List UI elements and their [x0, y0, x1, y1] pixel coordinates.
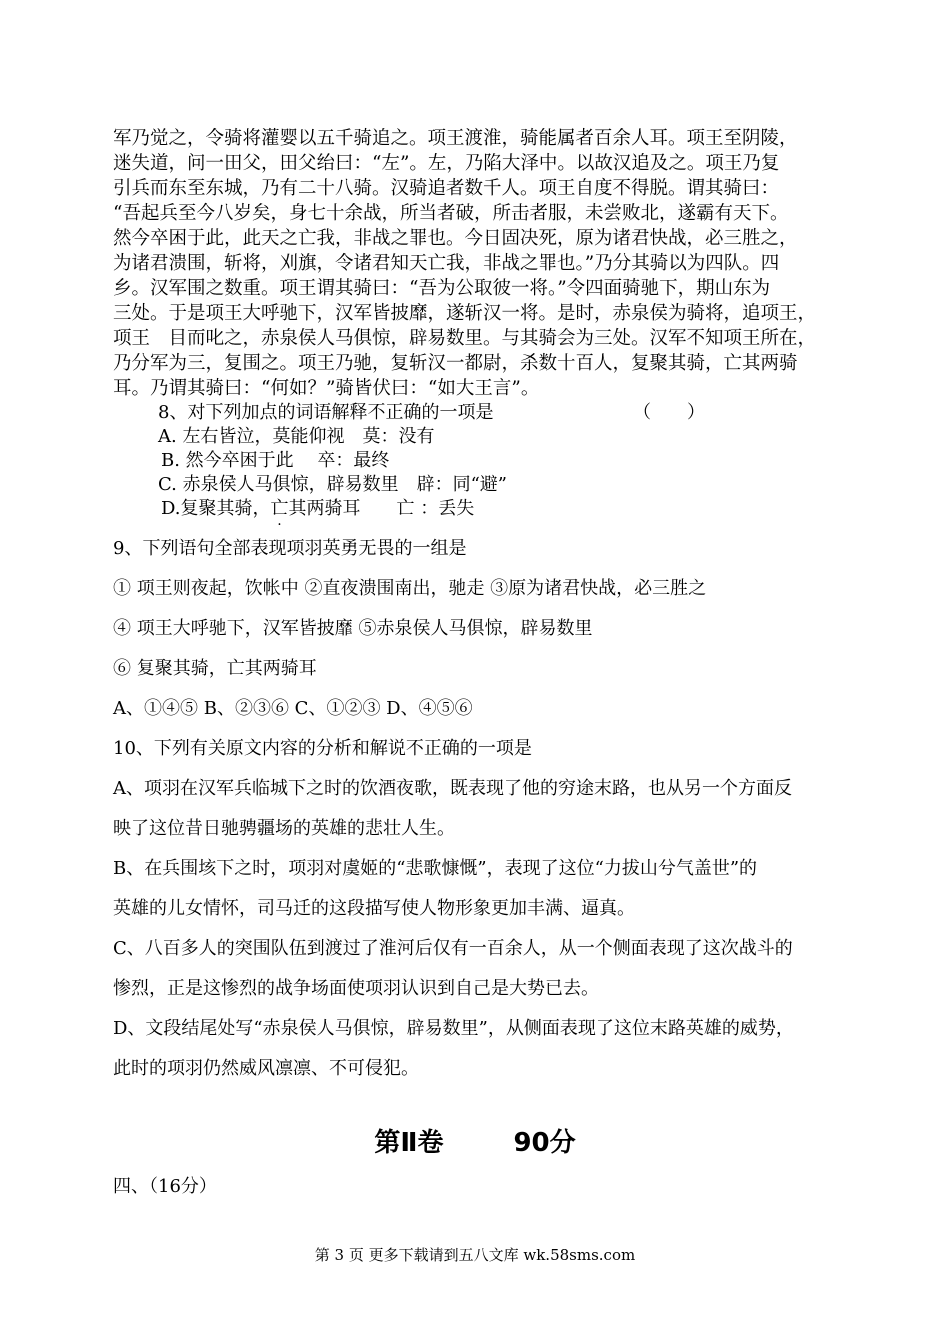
passage-line: 引兵而东至东城，乃有二十八骑。汉骑追者数千人。项王自度不得脱。谓其骑曰： [113, 178, 780, 199]
passage-line: 耳。乃谓其骑曰：“何如？”骑皆伏曰：“如大王言”。 [113, 378, 540, 399]
passage-line: 为诸君溃围，斩将，刈旗，令诸君知天亡我，非战之罪也。”乃分其骑以为四队。四 [113, 253, 780, 274]
q8-option-d: D.复聚其骑，亡其两骑耳 亡 ：丢失 [161, 498, 475, 519]
passage-line: 迷失道，问一田父，田父绐曰：“左”。左，乃陷大泽中。以故汉追及之。项王乃复 [113, 153, 780, 174]
q10-option-a: A、项羽在汉军兵临城下之时的饮酒夜歌，既表现了他的穷途末路，也从另一个方面反 [113, 778, 792, 799]
q8-stem: 8、对下列加点的词语解释不正确的一项是 [158, 402, 494, 423]
q8-answer-bracket: （ ） [633, 402, 705, 423]
q9-row: ④ 项王大呼驰下，汉军皆披靡 ⑤赤泉侯人马俱惊，辟易数里 [113, 618, 593, 639]
passage-line: 乡。汉军围之数重。项王谓其骑曰：“吾为公取彼一将。”令四面骑驰下，期山东为 [113, 278, 771, 299]
page-footer: 第 3 页 更多下载请到五八文库 wk.58sms.com [314, 1246, 636, 1264]
q9-row: ① 项王则夜起，饮帐中 ②直夜溃围南出，驰走 ③原为诸君快战，必三胜之 [113, 578, 707, 599]
q9-choices: A、①④⑤ B、②③⑥ C、①②③ D、④⑤⑥ [113, 698, 473, 719]
q10-stem: 10、下列有关原文内容的分析和解说不正确的一项是 [113, 738, 532, 759]
volume-heading [0, 1126, 950, 1160]
emphasis-dot-char: 莫 [272, 426, 291, 447]
passage-line: “吾起兵至今八岁矣，身七十余战，所当者破，所击者服，未尝败北，遂霸有天下。 [113, 203, 789, 224]
q10-option-b-cont: 英雄的儿女情怀，司马迁的这段描写使人物形象更加丰满、逼真。 [113, 898, 635, 919]
q10-option-d: D、文段结尾处写“赤泉侯人马俱惊，辟易数里”，从侧面表现了这位末路英雄的威势， [113, 1018, 794, 1039]
emphasis-dot-char: 辟 [326, 474, 345, 495]
q10-option-d-cont: 此时的项羽仍然威风凛凛、不可侵犯。 [113, 1058, 419, 1079]
q9-stem: 9、下列语句全部表现项羽英勇无畏的一组是 [113, 538, 467, 559]
passage-line: 然今卒困于此，此天之亡我，非战之罪也。今日固决死，原为诸君快战，必三胜之， [113, 228, 798, 249]
q8-option-a: A. 左右皆泣，莫能仰视 莫：没有 [158, 426, 435, 447]
q10-option-c: C、八百多人的突围队伍到渡过了淮河后仅有一百余人，从一个侧面表现了这次战斗的 [113, 938, 793, 959]
passage-line: 三处。于是项王大呼驰下，汉军皆披靡，遂斩汉一将。是时，赤泉侯为骑将，追项王， [113, 303, 817, 324]
volume-title: 第Ⅱ卷 [374, 1128, 444, 1158]
q9-row: ⑥ 复聚其骑，亡其两骑耳 [113, 658, 317, 679]
emphasis-dot-char: 亡 [270, 498, 289, 519]
passage-line: 军乃觉之，令骑将灌婴以五千骑追之。项王渡淮，骑能属者百余人耳。项王至阴陵， [113, 128, 798, 149]
q10-option-a-cont: 映了这位昔日驰骋疆场的英雄的悲壮人生。 [113, 818, 455, 839]
passage-line: 乃分军为三，复围之。项王乃驰，复斩汉一都尉，杀数十百人，复聚其骑，亡其两骑 [113, 353, 798, 374]
emphasis-dot-char: 卒 [221, 450, 240, 471]
section-4-heading: 四、（16分） [113, 1176, 217, 1197]
q10-option-b: B、在兵围垓下之时，项羽对虞姬的“悲歌慷慨”，表现了这位“力拔山兮气盖世”的 [113, 858, 758, 879]
q8-option-c: C. 赤泉侯人马俱惊，辟易数里 辟：同“避” [158, 474, 507, 495]
volume-score: 90分 [513, 1128, 576, 1158]
q10-option-c-cont: 惨烈，正是这惨烈的战争场面使项羽认识到自己是大势已去。 [113, 978, 599, 999]
q8-option-b: B. 然今卒困于此 卒：最终 [161, 450, 390, 471]
passage-line: 项王 目而叱之，赤泉侯人马俱惊，辟易数里。与其骑会为三处。汉军不知项王所在， [113, 328, 817, 349]
